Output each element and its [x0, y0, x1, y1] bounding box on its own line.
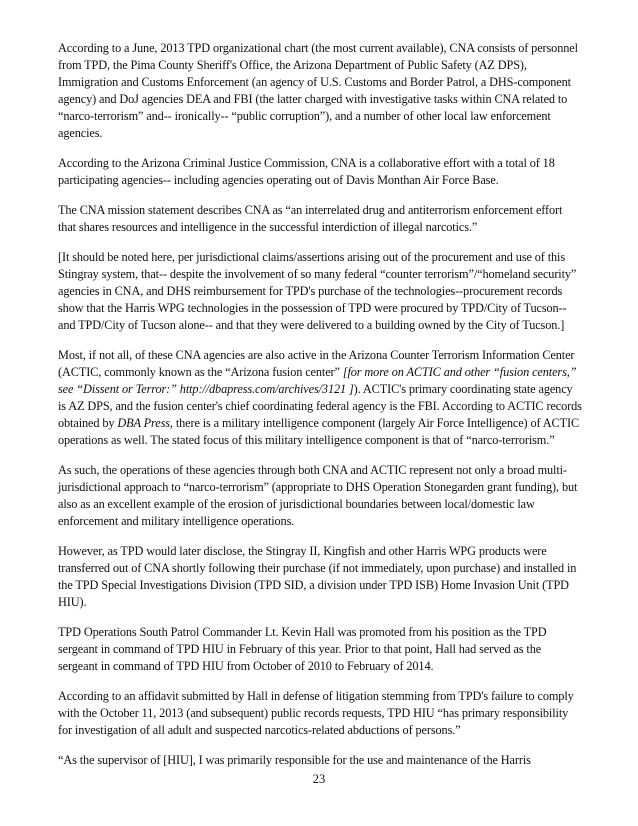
paragraph-narco-terrorism: As such, the operations of these agencies through both CNA and ACTIC represent not only a broad multi-jurisdictional approach to “narco-terrorism” (appropriate to DHS Operation Stonegarden grant funding), but also as an excellent example of the erosion of jurisdictional boundaries between local/domestic law enforcement and military intelligence operations.	[58, 463, 578, 528]
paragraph-actic	[58, 347, 582, 449]
actic-text-a: Most, if not all, of these CNA agencies are also active in the Arizona Counter Terrorism Information Center (ACTIC, commonly known as the “Arizona fusion center”	[58, 348, 575, 379]
paragraph-affidavit: According to an affidavit submitted by Hall in defense of litigation stemming from TPD's failure to comply with the October 11, 2013 (and subsequent) public records requests, TPD HIU “has primary responsibility for investigation of all adult and suspected narcotics-related abductions of persons.”	[58, 689, 574, 737]
page-number: 23	[312, 772, 326, 786]
paragraph-acjc: According to the Arizona Criminal Justice Commission, CNA is a collaborative effort with a total of 18 participating agencies-- including agencies operating out of Davis Monthan Air Force Base.	[58, 156, 555, 187]
paragraph-mission-statement: The CNA mission statement describes CNA as “an interrelated drug and antiterrorism enforcement effort that shares resources and intelligence in the successful interdiction of illegal narcotics.”	[58, 203, 563, 234]
actic-text-c: , there is a military intelligence component (largely Air Force Intelligence) of ACTIC operations as well. The stated focus of this military intelligence component is that of “narco-terrorism.”	[58, 416, 580, 447]
paragraph-quote: “As the supervisor of [HIU], I was primarily responsible for the use and maintenance of the Harris	[58, 753, 531, 767]
actic-italic-reference: [for more on ACTIC and other “fusion centers,” see “Dissent or Terror:” http://dbapress.com/archives/3121 ]	[58, 365, 577, 396]
paragraph-cna-composition: According to a June, 2013 TPD organizational chart (the most current available), CNA consists of personnel from TPD, the Pima County Sheriff's Office, the Arizona Department of Public Safety (AZ DPS), Immigration and Customs Enforcement (an agency of U.S. Customs and Border Patrol, a DHS-component agency) and DoJ agencies DEA and FBI (the latter charged with investigative tasks within CNA related to “narco-terrorism” and-- ironically-- “public corruption”), and a number of other local law enforcement agencies.	[58, 41, 578, 140]
paragraph-transfer: However, as TPD would later disclose, the Stingray II, Kingfish and other Harris WPG products were transferred out of CNA shortly following their purchase (if not immediately, upon purchase) and installed in the TPD Special Investigations Division (TPD SID, a division under TPD ISB) Home Invasion Unit (TPD HIU).	[58, 544, 577, 609]
actic-text-b: ). ACTIC's primary coordinating state agency is AZ DPS, and the fusion center's chief coordinating federal agency is the FBI. According to ACTIC records obtained by	[58, 382, 582, 430]
paragraph-hall: TPD Operations South Patrol Commander Lt. Kevin Hall was promoted from his position as the TPD sergeant in command of TPD HIU in February of this year. Prior to that point, Hall had served as the sergeant in command of TPD HIU from October of 2010 to February of 2014.	[58, 625, 547, 673]
publication-name: DBA Press	[117, 416, 170, 430]
paragraph-jurisdiction-note: [It should be noted here, per jurisdictional claims/assertions arising out of the procurement and use of this Stingray system, that-- despite the involvement of so many federal “counter terrorism”/“homeland security” agencies in CNA, and DHS reimbursement for TPD's purchase of the technologies--procurement records show that the Harris WPG technologies in the possession of TPD were procured by TPD/City of Tucson-- and TPD/City of Tucson alone-- and that they were delivered to a building owned by the City of Tucson.]	[58, 250, 577, 332]
body-text	[58, 40, 582, 782]
